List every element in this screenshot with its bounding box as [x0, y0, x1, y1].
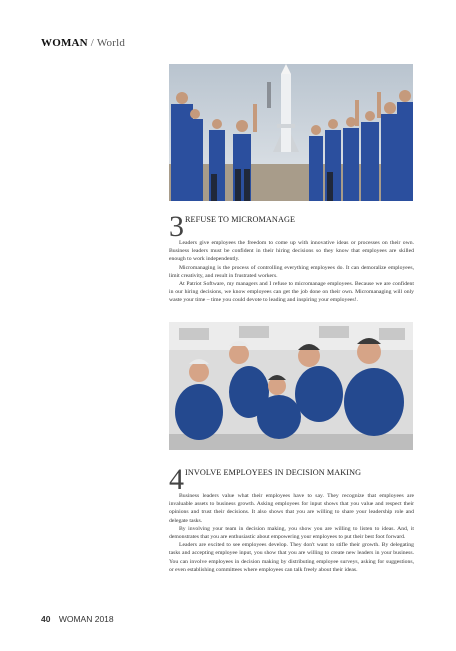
- magazine-name: WOMAN: [41, 37, 88, 49]
- paragraph: Leaders give employees the freedom to come up with innovative ideas or processes on their own. Business leaders must be confident in their hiring decisions so they know that employees are skilled enough to work independently.: [169, 240, 414, 263]
- section-name: World: [96, 37, 126, 49]
- paragraph: By involving your team in decision making, you show you are willing to listen to ideas. And, it demonstrates that you are enthusiastic about empowering your employees to put their best foot forward.: [169, 525, 414, 541]
- section-title: REFUSE TO MICROMANAGE: [185, 215, 296, 224]
- section-heading: [169, 210, 414, 243]
- page-footer: [41, 614, 114, 624]
- section-title: INVOLVE EMPLOYEES IN DECISION MAKING: [185, 468, 362, 477]
- section-heading: [169, 463, 414, 496]
- issue-label: WOMAN 2018: [58, 614, 114, 624]
- running-header: [41, 37, 125, 49]
- photo-zero-gravity: [169, 322, 413, 450]
- page-number: 40: [41, 614, 51, 624]
- header-separator: /: [90, 37, 95, 49]
- paragraph: Micromanaging is the process of controlling everything employees do. It can demoralize employees, limit creativity, and result in frustrated workers.: [169, 264, 414, 279]
- paragraph: Leaders are excited to see employees develop. They don't want to stifle their growth. By delegating tasks and accepting employee input, you show that you are willing to create new leaders in your business. You can involve employees in decision making by distributing employee surveys, asking for suggestions, or even establishing committees where employees can talk freely about their ideas.: [169, 542, 414, 573]
- paragraph: At Patriot Software, my managers and I refuse to micromanage employees. Because we are confident in our hiring decisions, we know employees can get the job done on their own. Micromanaging will only waste your time – time you could devote to leading and inspiring your employees!.: [169, 281, 414, 304]
- paragraph: Business leaders value what their employees have to say. They recognize that employees are invaluable assets to business growth. Asking employees for input shows that you value and respect their opinions and trust their decisions. It also shows that you are willing to share your leadership role and delegate tasks.: [169, 493, 414, 524]
- section-number: 4: [169, 463, 184, 496]
- section-involve-employees: [169, 463, 414, 574]
- section-refuse-to-micromanage: [169, 210, 414, 305]
- photo-celebration: [169, 64, 413, 201]
- section-number: 3: [169, 210, 184, 243]
